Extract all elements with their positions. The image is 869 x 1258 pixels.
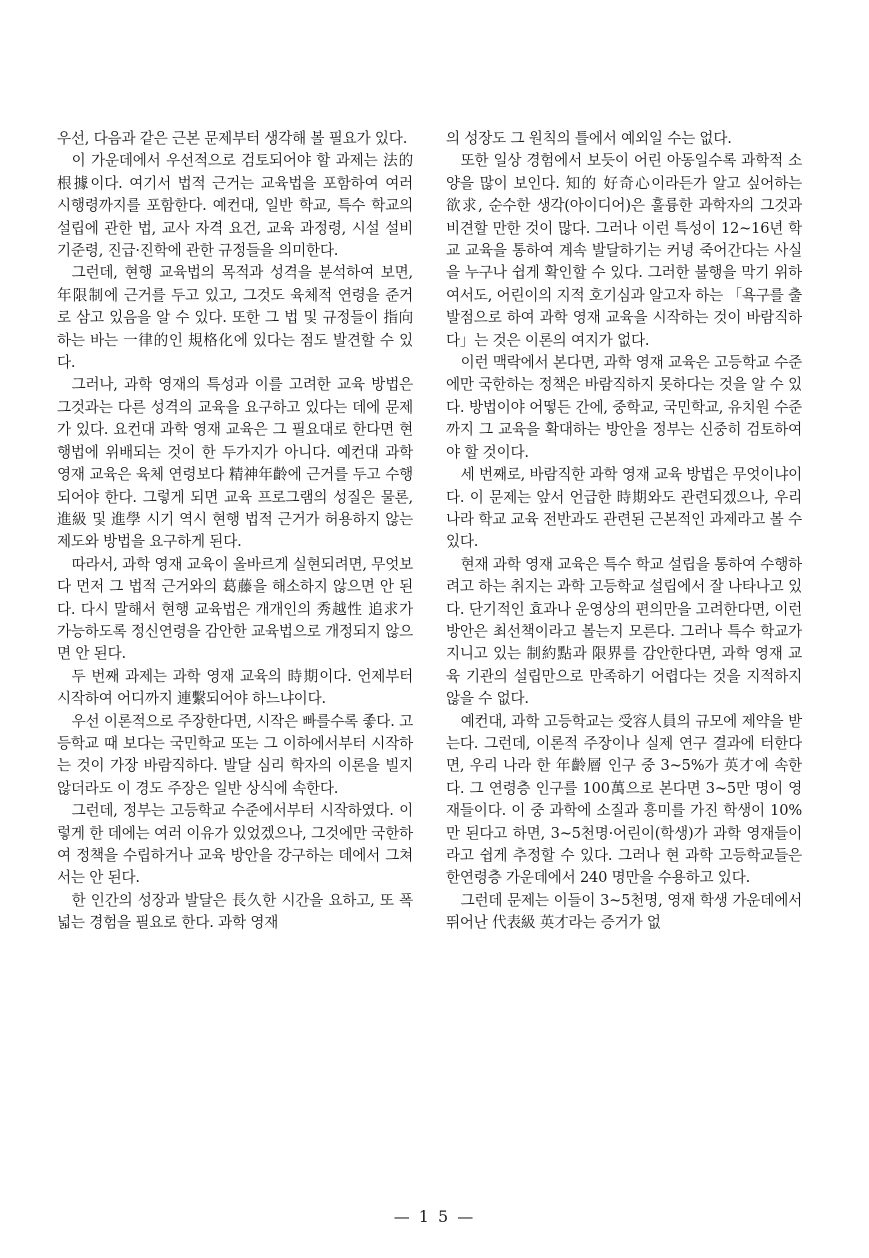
paragraph: 그런데, 현행 교육법의 목적과 성격을 분석하여 보면, 年限制에 근거를 두고 있고, 그것도 육체적 연령을 준거로 삼고 있음을 알 수 있다. 또한 그 법 및 규정들이 指向하는 바는 一律的인 規格化에 있다는 점도 발견할 수 있다. [57,264,413,372]
paragraph: 한 인간의 성장과 발달은 長久한 시간을 요하고, 또 폭넓는 경험을 필요로 한다. 과학 영재 [57,891,413,932]
paragraph: 그런데 문제는 이들이 3~5천명, 영재 학생 가운데에서 뛰어난 代表級 英才라는 증거가 없 [446,891,802,932]
paragraph: 세 번째로, 바람직한 과학 영재 교육 방법은 무엇이냐이다. 이 문제는 앞서 언급한 時期와도 관련되겠으나, 우리나라 학교 교육 전반과도 관련된 근본적인 과제라고 볼 수 있다. [446,466,802,551]
left-text-column [57,128,413,935]
paragraph: 우선, 다음과 같은 근본 문제부터 생각해 볼 필요가 있다. [57,130,408,147]
paragraph: 이런 맥락에서 본다면, 과학 영재 교육은 고등학교 수준에만 국한하는 정책은 바람직하지 못하다는 것을 알 수 있다. 방법이야 어떻든 간에, 중학교, 국민학교, 유치원 수준까지 그 교육을 확대하는 방안을 정부는 신중히 검토하여야 할 것이다. [446,354,802,461]
right-text-column [446,128,802,935]
paragraph: 그런데, 정부는 고등학교 수준에서부터 시작하였다. 이렇게 한 데에는 여러 이유가 있었겠으나, 그것에만 국한하여 정책을 수립하거나 교육 방안을 강구하는 데에서 그쳐서는 안 된다. [57,802,413,887]
paragraph: 이 가운데에서 우선적으로 검토되어야 할 과제는 法的 根據이다. 여기서 법적 근거는 교육법을 포함하여 여러 시행령까지를 포함한다. 예컨대, 일반 학교, 특수 학교의 설립에 관한 법, 교사 자격 요건, 교육 과정령, 시설 설비 기준령, 진급·진학에 관한 규정들을 의미한다. [57,152,413,260]
paragraph: 또한 일상 경험에서 보듯이 어린 아동일수록 과학적 소양을 많이 보인다. 知的 好奇心이라든가 알고 싶어하는 欲求, 순수한 생각(아이디어)은 훌륭한 과학자의 그것과 비견할 만한 것이 많다. 그러나 이런 특성이 12~16년 학교 교육을 통하여 계속 발달하기는 커녕 죽어간다는 사실을 누구나 쉽게 확인할 수 있다. 그러한 불행을 막기 위하여서도, 어린이의 지적 호기심과 알고자 하는 「욕구를 출발점으로 하여 과학 영재 교육을 시작하는 것이 바람직하다」는 것은 이론의 여지가 없다. [446,152,802,349]
paragraph: 의 성장도 그 원칙의 틀에서 예외일 수는 없다. [446,130,732,147]
paragraph: 따라서, 과학 영재 교육이 올바르게 실현되려면, 무엇보다 먼저 그 법적 근거와의 葛藤을 해소하지 않으면 안 된다. 다시 말해서 현행 교육법은 개개인의 秀越性 追求가 가능하도록 정신연령을 감안한 교육법으로 개정되지 않으면 안 된다. [57,555,413,663]
paragraph: 우선 이론적으로 주장한다면, 시작은 빠를수록 좋다. 고등학교 때 보다는 국민학교 또는 그 이하에서부터 시작하는 것이 가장 바람직하다. 발달 심리 학자의 이론을 빌지 않더라도 이 경도 주장은 일반 상식에 속한다. [57,712,413,797]
paragraph: 예컨대, 과학 고등학교는 受容人員의 규모에 제약을 받는다. 그런데, 이론적 주장이나 실제 연구 결과에 터한다면, 우리 나라 한 年齡層 인구 중 3~5%가 英才에 속한다. 그 연령층 인구를 100萬으로 본다면 3~5만 명이 영재들이다. 이 중 과학에 소질과 흥미를 가진 학생이 10% 만 된다고 하면, 3~5천명·어린이(학생)가 과학 영재들이라고 쉽게 추정할 수 있다. 그러나 현 과학 고등학교들은 한연령층 가운데에서 240 명만을 수용하고 있다. [446,712,802,887]
page-number: — 1 5 — [393,1207,476,1226]
paragraph: 그러나, 과학 영재의 특성과 이를 고려한 교육 방법은 그것과는 다른 성격의 교육을 요구하고 있다는 데에 문제가 있다. 요컨대 과학 영재 교육은 그 필요대로 한다면 현행법에 위배되는 것이 한 두가지가 아니다. 예컨대 과학 영재 교육은 육체 연령보다 精神年齡에 근거를 두고 수행되어야 한다. 그렇게 되면 교육 프로그램의 성질은 물론, 進級 및 進學 시기 역시 현행 법적 근거가 허용하지 않는 제도와 방법을 요구하게 된다. [57,376,413,551]
paragraph: 두 번째 과제는 과학 영재 교육의 時期이다. 언제부터 시작하여 어디까지 連繫되어야 하느냐이다. [57,667,413,708]
paragraph: 현재 과학 영재 교육은 특수 학교 설립을 통하여 수행하려고 하는 취지는 과학 고등학교 설립에서 잘 나타나고 있다. 단기적인 효과나 운영상의 편의만을 고려한다면, 이런 방안은 최선책이라고 볼는지 모른다. 그러나 특수 학교가 지니고 있는 制約點과 限界를 감안한다면, 과학 영재 교육 기관의 설립만으로 만족하기 어렵다는 것을 지적하지 않을 수 없다. [446,555,802,708]
